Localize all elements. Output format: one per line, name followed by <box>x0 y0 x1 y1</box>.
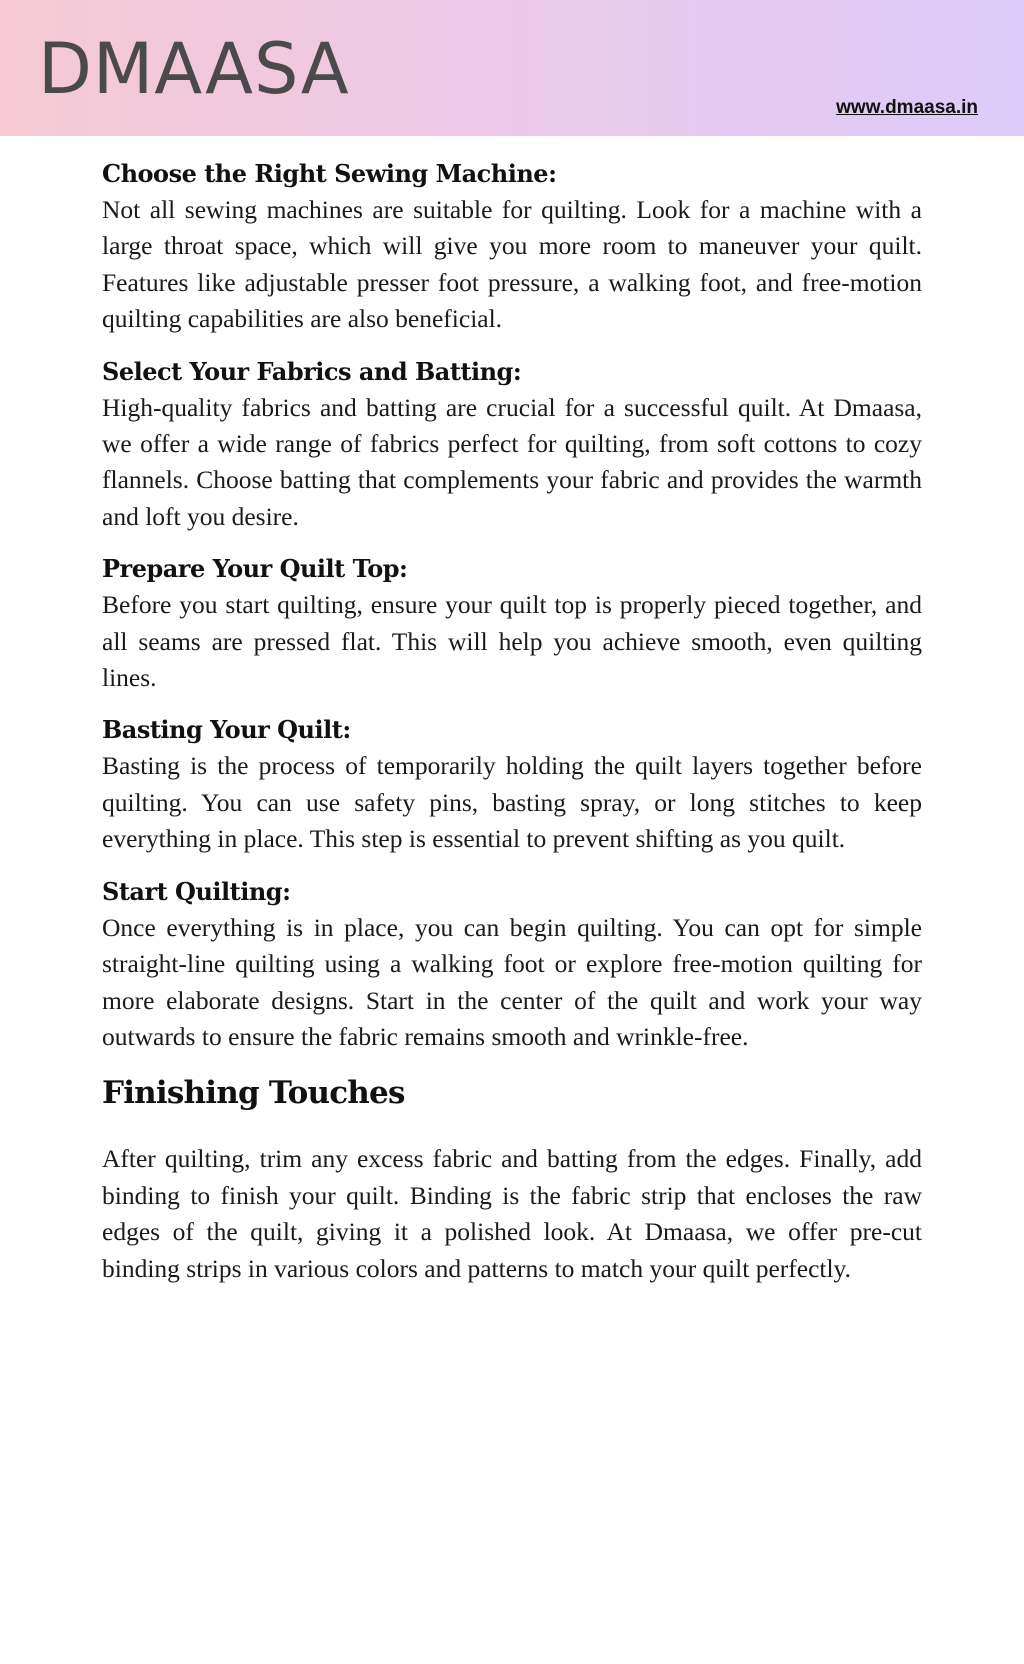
section-body: Once everything is in place, you can begin quilting. You can opt for simple straight-line quilting using a walking foot or explore free-motion quilting for more elaborate designs. Start in the center of the quilt and work your way outwards to ensure the fabric remains smooth and wrinkle-free. <box>102 912 922 1051</box>
section-quilt-top <box>102 551 922 696</box>
section-body: Before you start quilting, ensure your quilt top is properly pieced together, and all seams are pressed flat. This will help you achieve smooth, even quilting lines. <box>102 590 922 693</box>
brand-logo: DMAASA <box>38 28 350 110</box>
section-fabrics-batting <box>102 354 922 536</box>
website-link[interactable]: www.dmaasa.in <box>836 97 978 118</box>
section-body: Basting is the process of temporarily holding the quilt layers together before quilting. You can use safety pins, basting spray, or long stitches to keep everything in place. This step is essential to prevent shifting as you quilt. <box>102 751 922 854</box>
section-start-quilting <box>102 874 922 1056</box>
article-content <box>102 156 922 1287</box>
section-title: Basting Your Quilt: <box>102 715 351 745</box>
finishing-touches-heading: Finishing Touches <box>102 1075 405 1112</box>
section-body: High-quality fabrics and batting are crucial for a successful quilt. At Dmaasa, we offer a wide range of fabrics perfect for quilting, from soft cottons to cozy flannels. Choose batting that complements your fabric and provides the warmth and loft you desire. <box>102 392 922 531</box>
page-header <box>0 0 1024 136</box>
section-title: Prepare Your Quilt Top: <box>102 554 408 584</box>
finishing-touches-body: After quilting, trim any excess fabric and batting from the edges. Finally, add binding to finish your quilt. Binding is the fabric strip that encloses the raw edges of the quilt, giving it a polished look. At Dmaasa, we offer pre-cut binding strips in various colors and patterns to match your quilt perfectly. <box>102 1144 922 1283</box>
section-title: Choose the Right Sewing Machine: <box>102 159 557 188</box>
section-title: Start Quilting: <box>102 876 291 906</box>
section-body: Not all sewing machines are suitable for quilting. Look for a machine with a large throat space, which will give you more room to maneuver your quilt. Features like adjustable presser foot pressure, a walking foot, and free-motion quilting capabilities are also beneficial. <box>102 195 922 334</box>
section-basting <box>102 712 922 857</box>
section-sewing-machine <box>102 156 922 338</box>
section-title: Select Your Fabrics and Batting: <box>102 356 522 386</box>
